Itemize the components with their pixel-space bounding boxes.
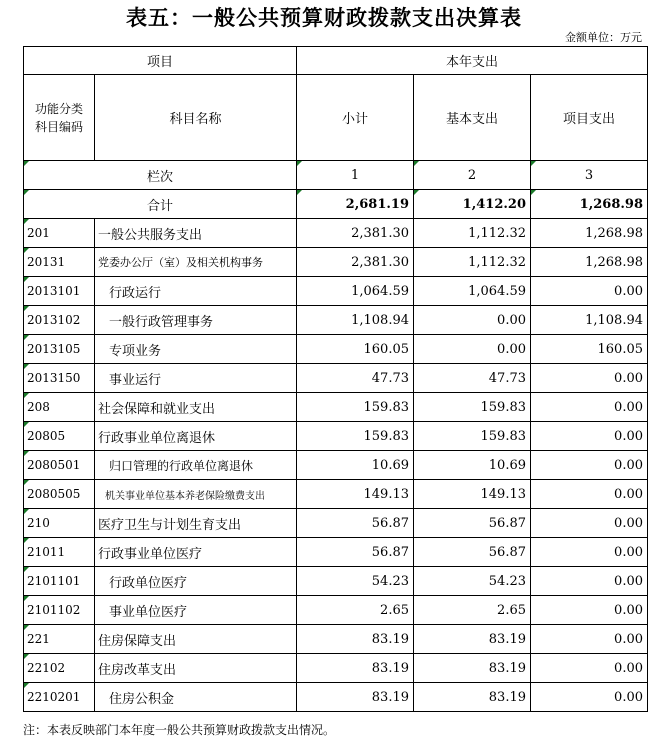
row-project: 0.00 — [531, 509, 648, 538]
row-code: 208 — [24, 393, 95, 422]
row-name: 行政事业单位离退休 — [95, 422, 297, 451]
row-subtotal: 47.73 — [297, 364, 414, 393]
table-row — [24, 219, 648, 248]
header-current-year: 本年支出 — [297, 47, 648, 75]
page-title: 表五：一般公共预算财政拨款支出决算表 — [126, 5, 522, 30]
row-code: 201 — [24, 219, 95, 248]
row-name: 住房公积金 — [95, 683, 297, 712]
table-row — [24, 567, 648, 596]
row-code: 2101101 — [24, 567, 95, 596]
row-code: 22102 — [24, 654, 95, 683]
row-name: 住房改革支出 — [95, 654, 297, 683]
row-subtotal: 2.65 — [297, 596, 414, 625]
row-basic: 83.19 — [414, 625, 531, 654]
row-project: 0.00 — [531, 451, 648, 480]
header-item: 项目 — [24, 47, 297, 75]
row-subtotal: 1,108.94 — [297, 306, 414, 335]
table-row — [24, 683, 648, 712]
row-basic: 47.73 — [414, 364, 531, 393]
row-project: 0.00 — [531, 480, 648, 509]
table-row — [24, 480, 648, 509]
row-subtotal: 56.87 — [297, 538, 414, 567]
header-code — [24, 75, 95, 161]
row-subtotal: 83.19 — [297, 654, 414, 683]
row-name: 党委办公厅（室）及相关机构事务 — [95, 248, 297, 277]
row-basic: 159.83 — [414, 422, 531, 451]
row-code: 2101102 — [24, 596, 95, 625]
row-code: 221 — [24, 625, 95, 654]
total-row — [24, 190, 648, 219]
total-subtotal: 2,681.19 — [297, 190, 414, 219]
row-basic: 1,112.32 — [414, 248, 531, 277]
header-row-2 — [24, 75, 648, 161]
row-name: 医疗卫生与计划生育支出 — [95, 509, 297, 538]
row-subtotal: 56.87 — [297, 509, 414, 538]
table-row — [24, 509, 648, 538]
row-basic: 56.87 — [414, 509, 531, 538]
row-basic: 1,064.59 — [414, 277, 531, 306]
row-name: 专项业务 — [95, 335, 297, 364]
row-code: 20131 — [24, 248, 95, 277]
header-project: 项目支出 — [531, 75, 648, 161]
row-name: 归口管理的行政单位离退休 — [95, 451, 297, 480]
row-project: 0.00 — [531, 422, 648, 451]
column-number-row — [24, 161, 648, 190]
row-name: 事业运行 — [95, 364, 297, 393]
row-basic: 0.00 — [414, 306, 531, 335]
row-project: 0.00 — [531, 538, 648, 567]
table-row — [24, 625, 648, 654]
total-label: 合计 — [24, 190, 297, 219]
row-subtotal: 2,381.30 — [297, 248, 414, 277]
row-name: 行政单位医疗 — [95, 567, 297, 596]
row-code: 2013150 — [24, 364, 95, 393]
row-code: 21011 — [24, 538, 95, 567]
unit-label: 金额单位：万元 — [565, 31, 642, 44]
row-code: 2210201 — [24, 683, 95, 712]
row-code: 2080501 — [24, 451, 95, 480]
row-project: 1,108.94 — [531, 306, 648, 335]
table-row — [24, 364, 648, 393]
total-project: 1,268.98 — [531, 190, 648, 219]
table-row — [24, 277, 648, 306]
row-code: 2013102 — [24, 306, 95, 335]
header-basic: 基本支出 — [414, 75, 531, 161]
row-subtotal: 54.23 — [297, 567, 414, 596]
row-project: 0.00 — [531, 654, 648, 683]
row-basic: 0.00 — [414, 335, 531, 364]
row-name: 机关事业单位基本养老保险缴费支出 — [95, 480, 297, 509]
row-code: 2013105 — [24, 335, 95, 364]
row-name: 社会保障和就业支出 — [95, 393, 297, 422]
table-row — [24, 654, 648, 683]
column-label: 栏次 — [24, 161, 297, 190]
row-code: 20805 — [24, 422, 95, 451]
table-note: 注：本表反映部门本年度一般公共预算财政拨款支出情况。 — [23, 723, 336, 737]
row-subtotal: 2,381.30 — [297, 219, 414, 248]
row-basic: 56.87 — [414, 538, 531, 567]
row-project: 1,268.98 — [531, 248, 648, 277]
row-code: 2013101 — [24, 277, 95, 306]
column-2: 2 — [414, 161, 531, 190]
row-project: 0.00 — [531, 596, 648, 625]
row-subtotal: 149.13 — [297, 480, 414, 509]
table-row — [24, 335, 648, 364]
row-basic: 159.83 — [414, 393, 531, 422]
row-project: 0.00 — [531, 625, 648, 654]
table-row — [24, 596, 648, 625]
row-project: 0.00 — [531, 393, 648, 422]
expenditure-table — [23, 46, 648, 712]
row-basic: 83.19 — [414, 683, 531, 712]
row-project: 160.05 — [531, 335, 648, 364]
table-row — [24, 538, 648, 567]
row-subtotal: 159.83 — [297, 393, 414, 422]
row-basic: 83.19 — [414, 654, 531, 683]
row-basic: 54.23 — [414, 567, 531, 596]
header-row-1 — [24, 47, 648, 75]
row-subtotal: 83.19 — [297, 683, 414, 712]
row-project: 1,268.98 — [531, 219, 648, 248]
column-3: 3 — [531, 161, 648, 190]
row-name: 事业单位医疗 — [95, 596, 297, 625]
row-subtotal: 1,064.59 — [297, 277, 414, 306]
row-subtotal: 159.83 — [297, 422, 414, 451]
row-subtotal: 10.69 — [297, 451, 414, 480]
row-name: 一般公共服务支出 — [95, 219, 297, 248]
table-row — [24, 422, 648, 451]
table-row — [24, 248, 648, 277]
row-project: 0.00 — [531, 364, 648, 393]
row-code: 2080505 — [24, 480, 95, 509]
row-project: 0.00 — [531, 277, 648, 306]
table-row — [24, 306, 648, 335]
row-name: 行政运行 — [95, 277, 297, 306]
header-code-line1: 功能分类 — [34, 101, 83, 116]
row-subtotal: 160.05 — [297, 335, 414, 364]
header-subject-name: 科目名称 — [95, 75, 297, 161]
row-basic: 149.13 — [414, 480, 531, 509]
row-project: 0.00 — [531, 683, 648, 712]
table-row — [24, 393, 648, 422]
row-basic: 2.65 — [414, 596, 531, 625]
row-basic: 1,112.32 — [414, 219, 531, 248]
row-name: 一般行政管理事务 — [95, 306, 297, 335]
total-basic: 1,412.20 — [414, 190, 531, 219]
row-basic: 10.69 — [414, 451, 531, 480]
row-subtotal: 83.19 — [297, 625, 414, 654]
table-row — [24, 451, 648, 480]
row-project: 0.00 — [531, 567, 648, 596]
row-code: 210 — [24, 509, 95, 538]
header-subtotal: 小计 — [297, 75, 414, 161]
row-name: 住房保障支出 — [95, 625, 297, 654]
header-code-line2: 科目编码 — [34, 119, 83, 134]
row-name: 行政事业单位医疗 — [95, 538, 297, 567]
column-1: 1 — [297, 161, 414, 190]
